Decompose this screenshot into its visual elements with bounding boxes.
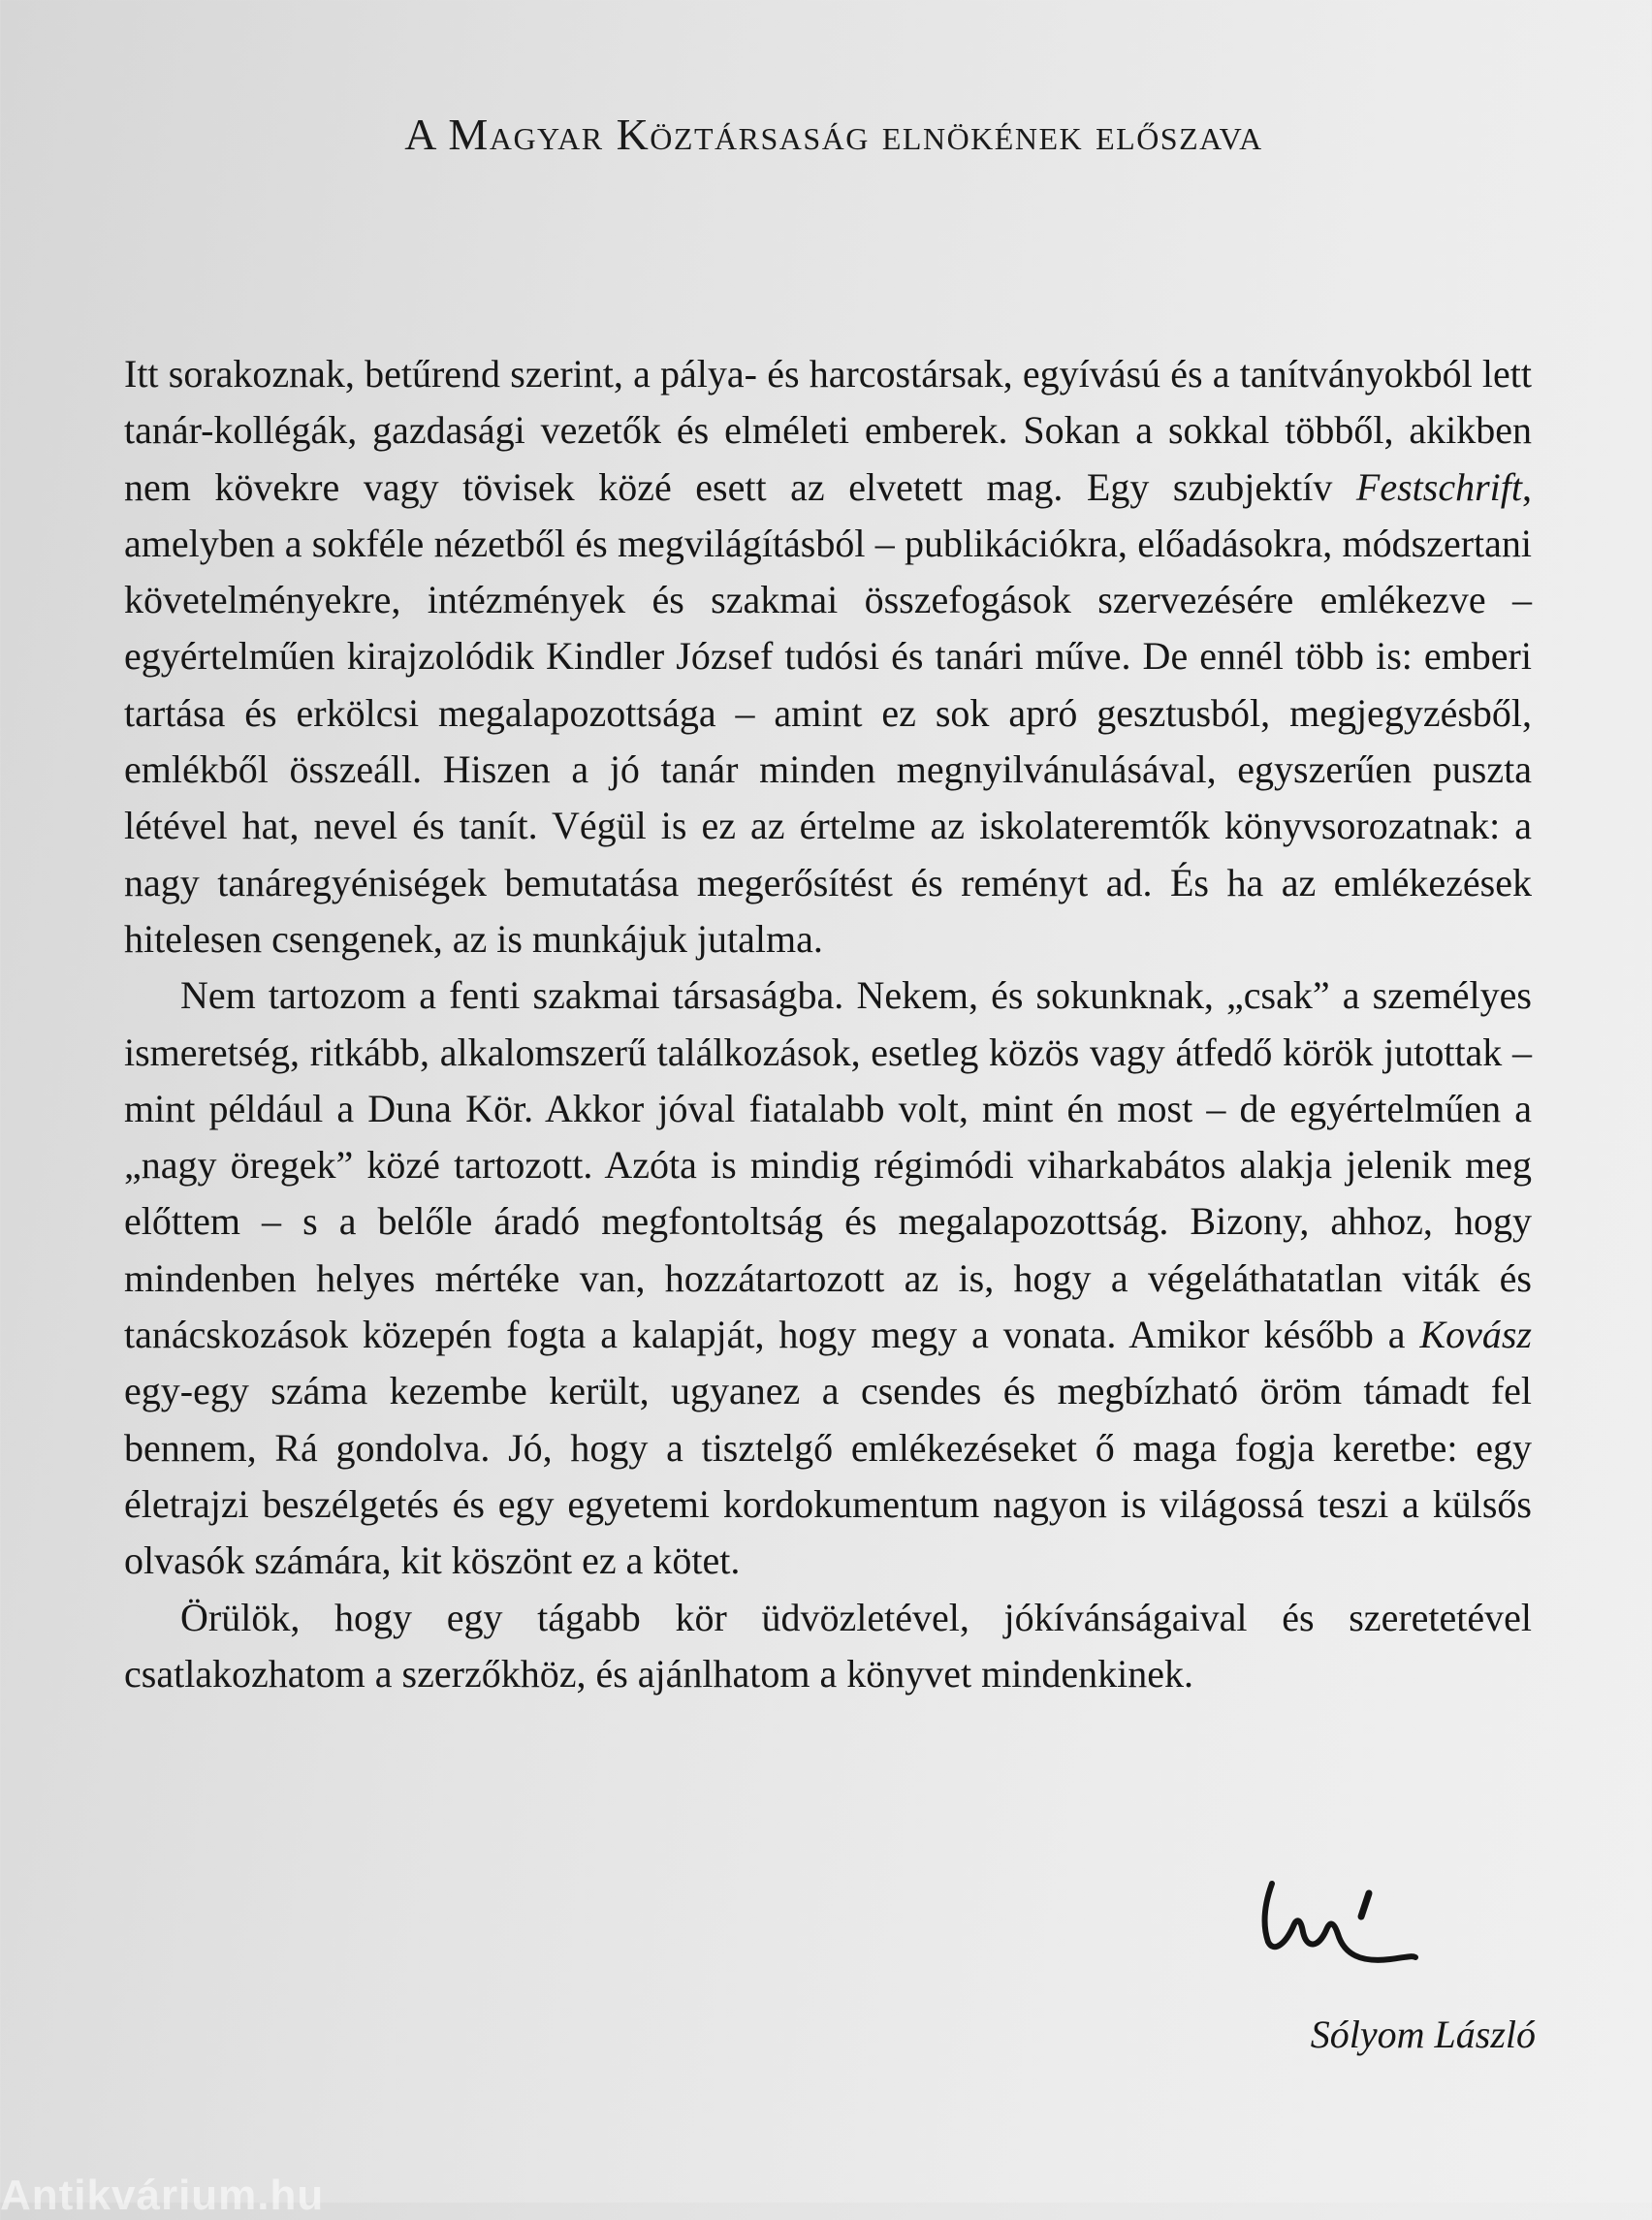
signer-name: Sólyom László bbox=[1310, 2013, 1536, 2056]
handwritten-signature bbox=[1255, 1866, 1477, 1982]
signature-block bbox=[1245, 1866, 1536, 2089]
paragraph-1 bbox=[124, 346, 1532, 967]
paragraph-1-part-2: , amelyben a sokféle nézetből és megvilágításból – publikációkra, előadásokra, módszertani követelményekre, intézmények és szakmai összefogások szervezésére emlékezve – egyértelműen kirajzolódik Kindler József tudósi és tanári műve. De ennél több is: emberi tartása és erkölcsi megalapozottsága – amint ez sok apró gesztusból, megjegyzésből, emlékből összeáll. Hiszen a jó tanár minden megnyilvánulásával, egyszerűen puszta létével hat, nevel és tanít. Végül is ez az értelme az iskolateremtők könyvsorozatnak: a nagy tanáregyéniségek bemutatása megerősítést és reményt ad. És ha az emlékezések hitelesen csengenek, az is munkájuk jutalma. bbox=[124, 464, 1532, 961]
kovasz-title: Kovász bbox=[1419, 1313, 1532, 1357]
paragraph-1-part-1: Itt sorakoznak, betűrend szerint, a pálya- és harcostársak, egyívású és a tanítványokból lett tanár-kollégák, gazdasági vezetők és elméleti emberek. Sokan a sokkal többől, akikben nem kövekre vagy tövisek közé esett az elvetett mag. Egy szubjektív bbox=[124, 352, 1532, 509]
page-title: A Magyar Köztársaság elnökének előszava bbox=[404, 110, 1263, 159]
paragraph-3: Örülök, hogy egy tágabb kör üdvözletével, jókívánságaival és szeretetével csatlakozhatom a szerzőkhöz, és ajánlhatom a könyvet mindenkinek. bbox=[124, 1595, 1532, 1696]
paragraph-2 bbox=[124, 967, 1532, 1589]
paragraph-2-part-2: egy-egy száma kezembe került, ugyanez a csendes és megbízható öröm támadt fel bennem, Rá gondolva. Jó, hogy a tisztelgő emlékezéseket ő maga fogja keretbe: egy életrajzi beszélgetés és egy egyetemi kordokumentum nagyon is világossá teszi a külsős olvasók számára, kit köszönt ez a kötet. bbox=[124, 1369, 1532, 1583]
watermark: Antikvárium.hu bbox=[0, 2172, 325, 2219]
body-text bbox=[124, 346, 1532, 1702]
festschrift-term: Festschrift bbox=[1355, 464, 1522, 509]
paragraph-2-part-1: Nem tartozom a fenti szakmai társaságba. Nekem, és sokunknak, „csak” a személyes ismeretség, ritkább, alkalomszerű találkozások, esetleg közös vagy átfedő körök jutottak – mint például a Duna Kör. Akkor jóval fiatalabb volt, mint én most – de egyértelműen a „nagy öregek” közé tartozott. Azóta is mindig régimódi viharkabátos alakja jelenik meg előttem – s a belőle áradó megfontoltság és megalapozottság. Bizony, ahhoz, hogy mindenben helyes mértéke van, hozzátartozott az is, hogy a végeláthatatlan viták és tanácskozások közepén fogta a kalapját, hogy megy a vonata. Amikor később a bbox=[124, 973, 1532, 1357]
